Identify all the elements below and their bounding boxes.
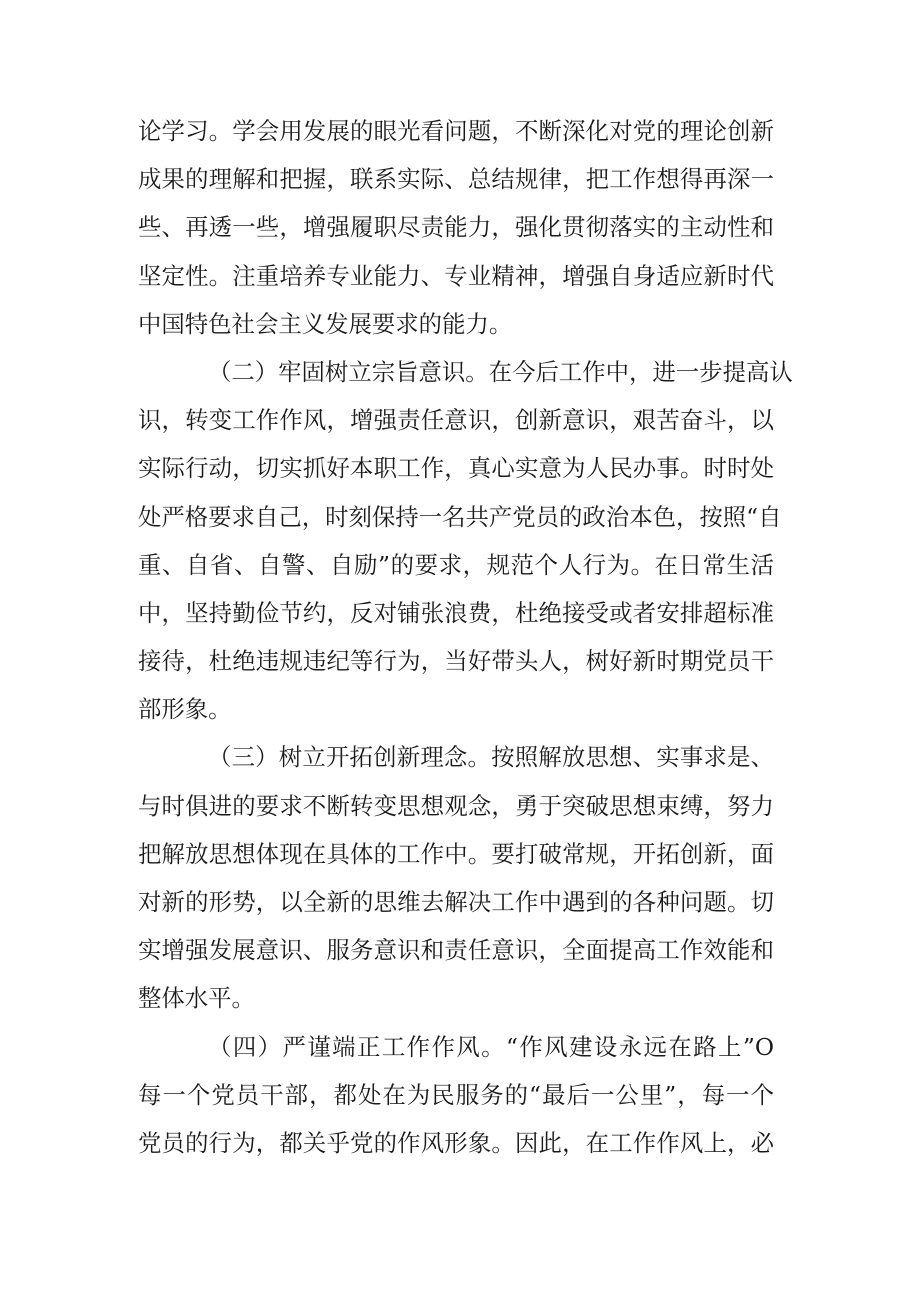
text-line: 党员的行为，都关乎党的作风形象。因此，在工作作风上，必 (138, 1128, 774, 1157)
text-line: 实际行动，切实抓好本职工作，真心实意为人民办事。时时处 (138, 454, 774, 483)
text-line: （四）严谨端正工作作风。“作风建设永远在路上”O (208, 1032, 774, 1061)
text-line: 实增强发展意识、服务意识和责任意识，全面提高工作效能和 (138, 936, 774, 965)
text-line: 中国特色社会主义发展要求的能力。 (138, 309, 513, 338)
text-line: 论学习。学会用发展的眼光看问题，不断深化对党的理论创新 (138, 117, 774, 145)
body-text (138, 107, 793, 1167)
text-line: 重、自省、自警、自励”的要求，规范个人行为。在日常生活 (138, 550, 774, 579)
text-line: 把解放思想体现在具体的工作中。要打破常规，开拓创新，面 (138, 839, 774, 868)
text-line: 接待，杜绝违规违纪等行为，当好带头人，树好新时期党员干 (138, 647, 774, 676)
text-line: 对新的形势，以全新的思维去解决工作中遇到的各种问题。切 (138, 888, 774, 916)
text-line: 坚定性。注重培养专业能力、专业精神，增强自身适应新时代 (138, 261, 774, 290)
text-line: 处严格要求自己，时刻保持一名共产党员的政治本色，按照“自 (138, 502, 782, 531)
text-line: 中，坚持勤俭节约，反对铺张浪费，杜绝接受或者安排超标准 (138, 598, 774, 627)
text-line: 与时俱进的要求不断转变思想观念，勇于突破思想束缚，努力 (138, 791, 774, 820)
text-line: 部形象。 (138, 695, 232, 724)
text-line: （二）牢固树立宗旨意识。在今后工作中，进一步提高认 (208, 357, 793, 386)
text-line: （三）树立开拓创新理念。按照解放思想、实事求是、 (208, 743, 774, 772)
text-line: 些、再透一些，增强履职尽责能力，强化贯彻落实的主动性和 (138, 213, 774, 242)
text-line: 每一个党员干部，都处在为民服务的“最后一公里”，每一个 (138, 1080, 774, 1109)
text-line: 识，转变工作作风，增强责任意识，创新意识，艰苦奋斗，以 (138, 406, 774, 435)
text-line: 整体水平。 (138, 984, 255, 1013)
text-line: 成果的理解和把握，联系实际、总结规律，把工作想得再深一 (138, 165, 774, 194)
